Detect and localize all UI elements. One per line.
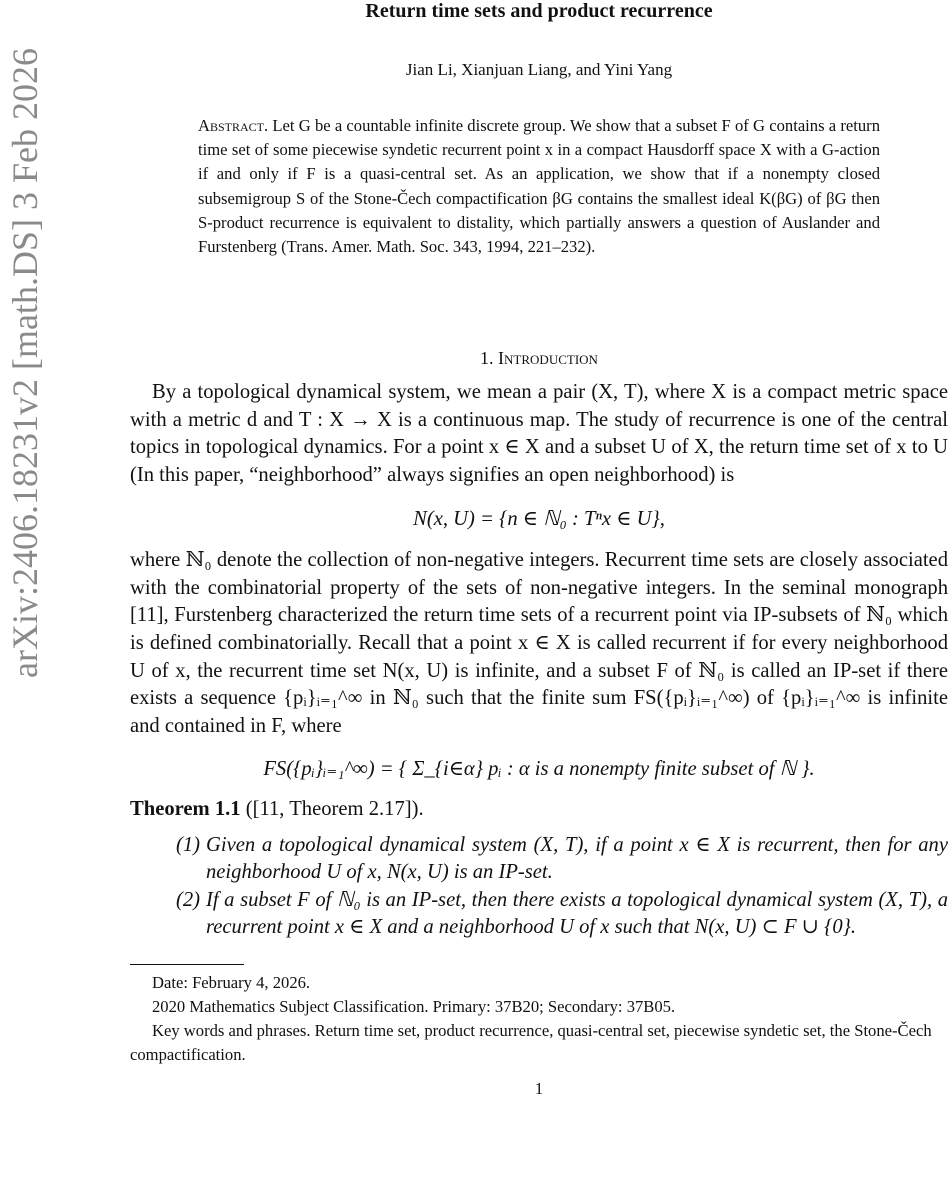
abstract-label: Abstract. xyxy=(198,116,269,135)
equation-return-time-set: N(x, U) = {n ∈ ℕ₀ : Tⁿx ∈ U}, xyxy=(413,507,665,530)
theorem-label: Theorem 1.1 xyxy=(130,797,241,820)
theorem-heading xyxy=(130,796,948,824)
section-number: 1. xyxy=(480,348,494,369)
theorem-item-text: Given a topological dynamical system (X, T), if a point x ∈ X is recurrent, then for any neighborhood U of x, N(x, U) is an IP-set. xyxy=(206,833,948,884)
theorem-item xyxy=(130,887,948,942)
theorem-ref: ([11, Theorem 2.17]). xyxy=(245,797,424,820)
footnote-keywords: Key words and phrases. Return time set, product recurrence, quasi-central set, piecewise syndetic set, the Stone-Čech compactification. xyxy=(130,1020,932,1064)
theorem-items xyxy=(130,832,948,942)
paper-authors: Jian Li, Xianjuan Liang, and Yini Yang xyxy=(405,60,673,79)
abstract-block xyxy=(198,114,880,259)
paragraph-2: where ℕ₀ denote the collection of non-negative integers. Recurrent time sets are closely associated with the combinatorial property of the sets of non-negative integers. In the seminal monograph [11], Furstenberg characterized the return time sets of a recurrent point via IP-subsets of ℕ₀ which is defined combinatorially. Recall that a point x ∈ X is called recurrent if for every neighborhood U of x, the recurrent time set N(x, U) is infinite, and a subset F of ℕ₀ is called an IP-set if there exists a sequence {pᵢ}ᵢ₌₁^∞ in ℕ₀ such that the finite sum FS({pᵢ}ᵢ₌₁^∞) of {pᵢ}ᵢ₌₁^∞ is infinite and contained in F, where xyxy=(130,549,948,737)
page-number: 1 xyxy=(534,1078,544,1098)
section-title: Introduction xyxy=(498,348,598,369)
footnote-rule xyxy=(130,964,244,965)
footnotes xyxy=(130,971,948,1067)
theorem-item-number: (1) xyxy=(175,833,200,856)
theorem-item-number: (2) xyxy=(175,888,200,911)
section-heading xyxy=(130,347,948,369)
theorem-item xyxy=(130,832,948,887)
footnote-msc: 2020 Mathematics Subject Classification. Primary: 37B20; Secondary: 37B05. xyxy=(152,996,676,1016)
footnote-date: Date: February 4, 2026. xyxy=(152,972,311,992)
intro-body xyxy=(130,379,948,784)
paper-title: Return time sets and product recurrence xyxy=(365,0,713,22)
arxiv-sidebar-stamp: arXiv:2406.18231v2 [math.DS] 3 Feb 2026 xyxy=(5,48,45,678)
paper-page xyxy=(130,0,948,1099)
paragraph-1: By a topological dynamical system, we mean a pair (X, T), where X is a compact metric space with a metric d and T : X → X is a continuous map. The study of recurrence is one of the central topics in topological dynamics. For a point x ∈ X and a subset U of X, the return time set of x to U (In this paper, “neighborhood” always signifies an open neighborhood) is xyxy=(130,381,948,486)
equation-finite-sum: FS({pᵢ}ᵢ₌₁^∞) = { Σ_{i∈α} pᵢ : α is a nonempty finite subset of ℕ }. xyxy=(263,758,815,781)
abstract-text: Let G be a countable infinite discrete group. We show that a subset F of G contains a return time set of some piecewise syndetic recurrent point x in a compact Hausdorff space X with a G-action if and only if F is a quasi-central set. As an application, we show that if a nonempty closed subsemigroup S of the Stone-Čech compactification βG contains the smallest ideal K(βG) of βG then S-product recurrence is equivalent to distality, which partially answers a question of Auslander and Furstenberg (Trans. Amer. Math. Soc. 343, 1994, 221–232). xyxy=(198,116,880,257)
theorem-item-text: If a subset F of ℕ₀ is an IP-set, then there exists a topological dynamical system (X, T), a recurrent point x ∈ X and a neighborhood U of x such that N(x, U) ⊂ F ∪ {0}. xyxy=(206,888,948,939)
